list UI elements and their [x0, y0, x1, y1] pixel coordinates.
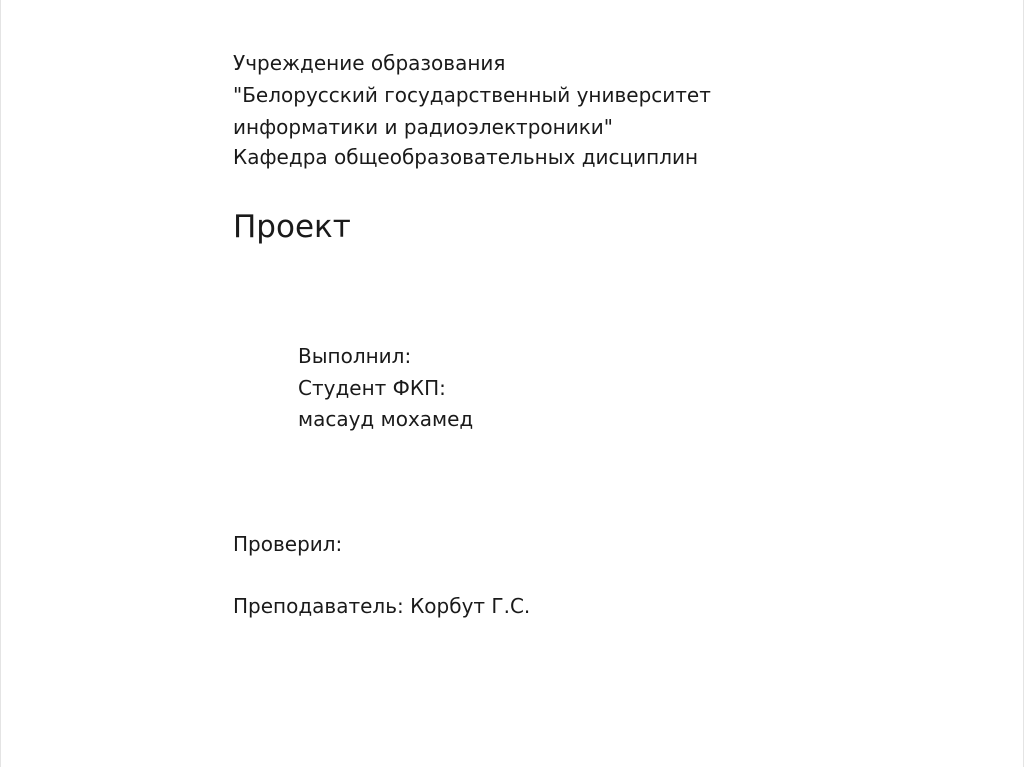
author-role: Студент ФКП: — [298, 376, 446, 400]
checker-label: Проверил: — [233, 532, 343, 556]
university-name-line-1: "Белорусский государственный университет — [233, 83, 711, 107]
author-label: Выполнил: — [298, 344, 412, 368]
author-name: масауд мохамед — [298, 407, 474, 431]
university-name-line-2: информатики и радиоэлектроники" — [233, 115, 613, 139]
teacher-name: Преподаватель: Корбут Г.С. — [233, 594, 531, 618]
institution-label: Учреждение образования — [233, 51, 506, 75]
department-name: Кафедра общеобразовательных дисциплин — [233, 145, 699, 169]
page-title: Проект — [233, 209, 351, 245]
